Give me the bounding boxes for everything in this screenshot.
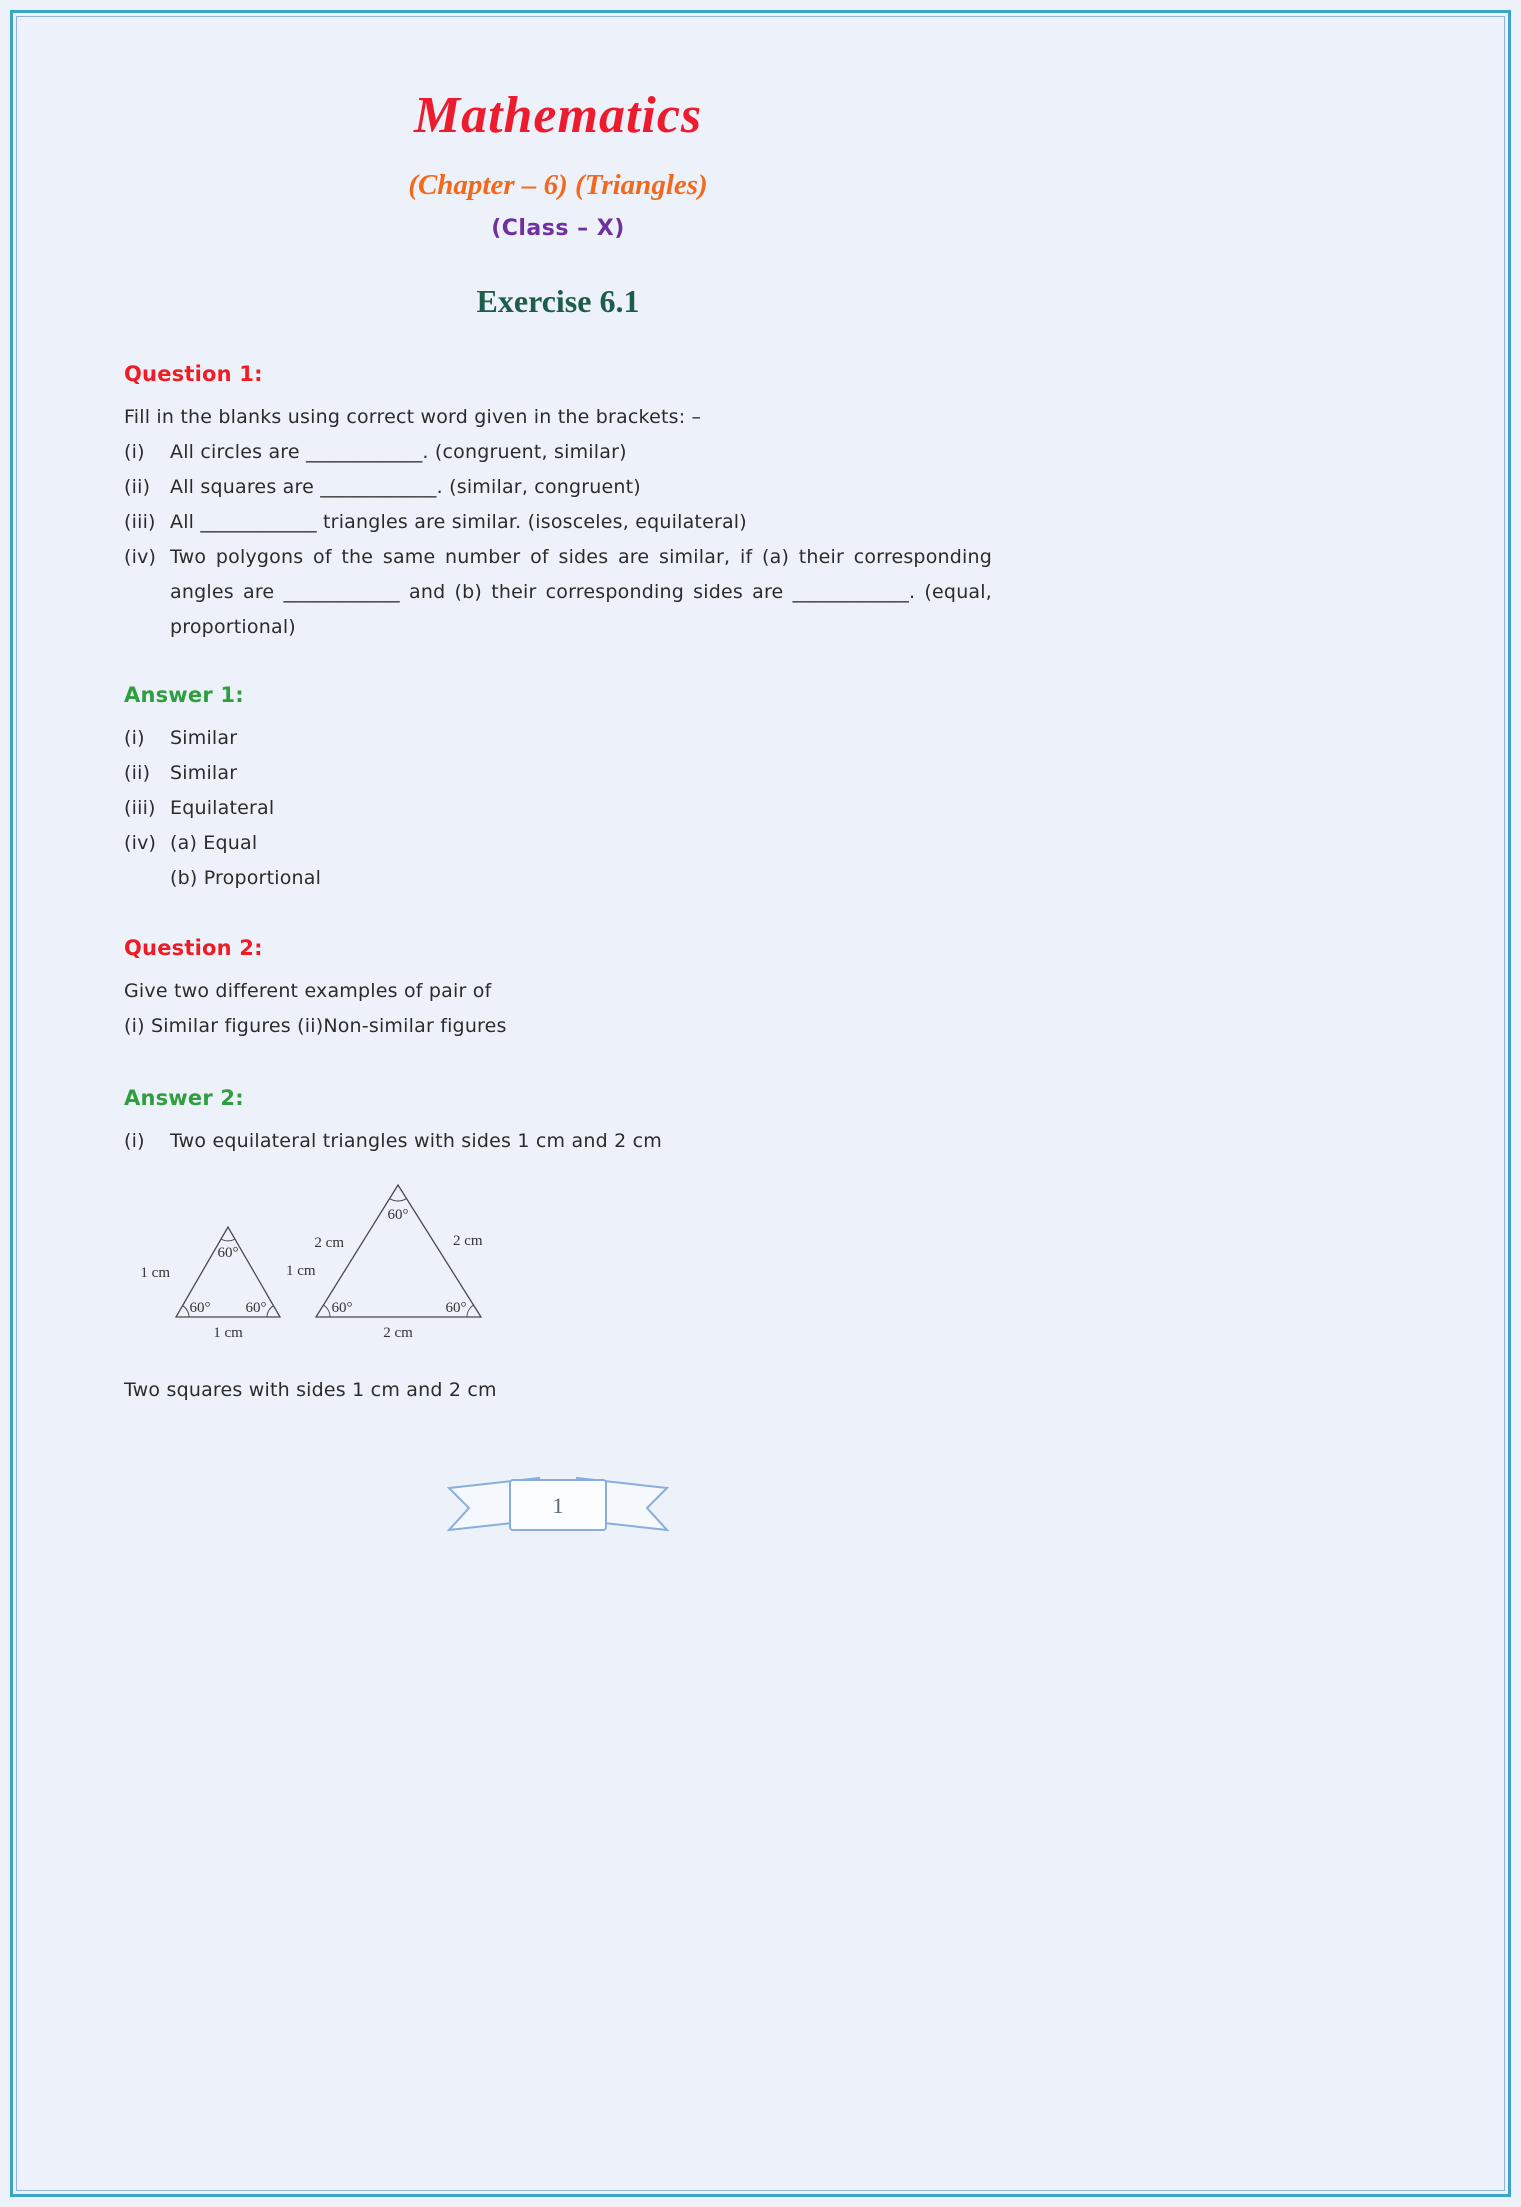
small-side-left-label: 1 cm [140,1265,170,1281]
chapter-subtitle: (Chapter – 6) (Triangles) [408,169,708,201]
item-number: (i) [124,441,145,463]
class-subtitle: (Class – X) [491,216,625,241]
answer-sub-line-a: (a) Equal [170,832,258,854]
large-side-base-label: 2 cm [383,1325,413,1341]
content-column [124,0,992,1542]
item-number: (iv) [124,546,157,568]
question-2-line-1: Give two different examples of pair of [124,980,492,1002]
triangles-diagram [136,1175,506,1353]
large-triangle-outline [316,1185,481,1317]
small-angle-top-label: 60° [217,1245,239,1261]
item-number: (ii) [124,762,151,784]
exercise-title: Exercise 6.1 [476,283,640,319]
large-angle-left-label: 60° [331,1300,353,1316]
list-item [124,826,992,896]
list-item [124,756,992,791]
item-text: All ____________ triangles are similar. (isosceles, equilateral) [170,511,747,533]
list-item [124,505,992,540]
squares-caption: Two squares with sides 1 cm and 2 cm [124,1379,497,1401]
answer-1-heading: Answer 1: [124,683,244,707]
item-number: (ii) [124,476,151,498]
large-side-right-label: 2 cm [453,1233,483,1249]
list-item [124,540,992,645]
item-text: Similar [170,727,238,749]
item-text: All circles are ____________. (congruent, similar) [170,441,627,463]
list-item [124,470,992,505]
small-angle-left-label: 60° [189,1300,211,1316]
item-number: (iv) [124,832,157,854]
small-side-base-label: 1 cm [213,1325,243,1341]
answer-2-heading: Answer 2: [124,1086,244,1110]
list-item [124,435,992,470]
small-side-right-label: 1 cm [286,1263,316,1279]
list-item [124,721,992,756]
item-text [170,826,992,896]
item-text: Equilateral [170,797,275,819]
large-angle-right-label: 60° [445,1300,467,1316]
page-title: Mathematics [413,87,703,144]
item-number: (iii) [124,797,156,819]
large-angle-top-label: 60° [387,1207,409,1223]
small-angle-right-label: 60° [245,1300,267,1316]
page-number: 1 [552,1493,564,1518]
question-1-heading: Question 1: [124,362,263,386]
item-text: Similar [170,762,238,784]
question-2-heading: Question 2: [124,936,263,960]
list-item [124,791,992,826]
page-number-ribbon [443,1472,673,1538]
triangles-figure [136,1175,992,1353]
answer-sub-line-b: (b) Proportional [170,867,322,889]
large-side-left-label: 2 cm [314,1235,344,1251]
item-text: Two equilateral triangles with sides 1 cm and 2 cm [170,1130,662,1152]
page-footer [124,1472,992,1542]
answer-2-intro [124,1124,992,1159]
item-number: (i) [124,727,145,749]
question-2-line-2: (i) Similar figures (ii)Non-similar figures [124,1015,507,1037]
item-text: All squares are ____________. (similar, congruent) [170,476,641,498]
item-text: Two polygons of the same number of sides are similar, if (a) their corresponding angles are ____________ and (b) their corresponding sides are ____________. (equal, proportional) [170,546,992,638]
question-1-intro: Fill in the blanks using correct word given in the brackets: – [124,406,702,428]
item-number: (i) [124,1130,145,1152]
item-number: (iii) [124,511,156,533]
